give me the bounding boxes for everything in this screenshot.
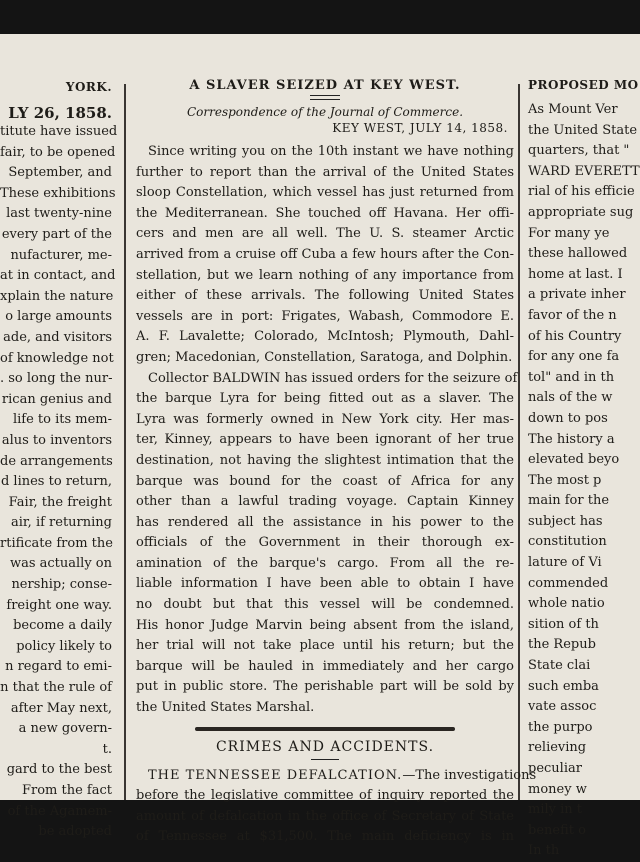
left-text-line: after May next, [10, 700, 112, 716]
article-text-line: gren; Macedonian, Constellation, Saratoga, and Dolphin. [136, 349, 513, 365]
article-text-line: barque will be hauled in immediately and her cargo [136, 658, 514, 674]
left-text-line: nership; conse- [11, 577, 112, 593]
left-text-line: n regard to emi- [5, 659, 112, 675]
left-text-line: policy likely to [16, 638, 112, 654]
right-text-line: constitution [528, 534, 607, 550]
left-text-line: September, and [8, 165, 112, 181]
article-text-line: barque was bound for the coast of Africa for any [136, 473, 514, 489]
article-text-line: further to report than the arrival of the United States [136, 164, 514, 180]
article-text-line: Since writing you on the 10th instant we have nothing [148, 144, 514, 159]
right-text-line: quarters, that " [528, 143, 630, 159]
left-text-line: every part of the [1, 226, 112, 242]
right-text-line: As Mount Ver [528, 102, 618, 117]
left-text-line: gard to the best [6, 762, 112, 778]
right-text-line: tol" and in th [528, 369, 615, 385]
right-column [528, 78, 640, 862]
article-text-line: vessels are in port: Frigates, Wabash, Commodore E. [136, 308, 514, 324]
left-text-line: freight one way. [6, 597, 112, 613]
right-column-body [528, 100, 640, 862]
right-text-line: elevated beyo [528, 452, 620, 468]
crimes-lead-in: THE TENNESSEE DEFALCATION. [148, 767, 403, 783]
right-text-line: these hallowed [528, 246, 628, 262]
right-text-line: peculiar [528, 761, 582, 776]
article-text-line: sloop Constellation, which vessel has just returned from [136, 185, 514, 201]
article-text-line: destination, not having the slightest intimation that the [136, 452, 514, 468]
left-text-line: From the fact [21, 783, 112, 798]
left-text-line: last twenty-nine [6, 206, 112, 222]
article-text-line: His honor Judge Marvin being absent from the island, [136, 617, 514, 633]
left-text-line: become a daily [13, 618, 112, 634]
right-text-line: WARD EVERETT [528, 163, 640, 179]
left-text-line: rtificate from the [0, 535, 113, 551]
right-text-line: relieving [528, 740, 587, 756]
right-text-line: appropriate sug [528, 204, 634, 220]
right-text-line: benefit o [528, 822, 586, 838]
article-paragraph-1 [136, 142, 514, 369]
center-column [136, 78, 537, 848]
left-column-heading: YORK. [65, 80, 112, 94]
right-text-line: commended [528, 575, 609, 591]
article-text-line: the United States Marshal. [136, 700, 315, 716]
left-text-line: a new govern- [18, 721, 112, 737]
section-separator [136, 723, 514, 735]
left-text-line: titute have issued [0, 124, 118, 139]
left-text-line: n that the rule of [0, 680, 112, 696]
article-text-line: either of these arrivals. The following United States [136, 288, 514, 304]
right-text-line: State clai [528, 658, 591, 674]
crimes-first-line [136, 766, 537, 787]
right-text-line: of his Country [528, 328, 622, 344]
right-text-line: main for the [528, 493, 610, 509]
article-text-line: Collector BALDWIN has issued orders for the seizure of [148, 370, 518, 386]
article-text-line: other than a lawful trading voyage. Captain Kinney [136, 494, 514, 510]
article-text-line: officials of the Government in their thorough ex- [136, 535, 514, 551]
left-column-body [0, 122, 118, 843]
right-text-line: the Repub [528, 637, 596, 653]
crimes-paragraph [136, 786, 514, 848]
right-text-line: favor of the n [528, 307, 617, 323]
headline-ornament [310, 95, 340, 100]
article-text-line: put in public store. The perishable part will be sold by [136, 679, 514, 695]
article-text-line: cers and men are all well. The U. S. steamer Arctic [136, 226, 514, 242]
right-text-line: rial of his efficie [528, 184, 635, 200]
right-text-line: mily in t [528, 802, 583, 818]
article-text-line: ter, Kinney, appears to have been ignorant of her true [136, 432, 514, 448]
crimes-line-text: —The investigations [402, 767, 537, 783]
left-text-line: rican genius and [1, 391, 112, 407]
article-text-line: amination of the barque's cargo. From all the re- [136, 555, 514, 571]
left-text-line: t. [102, 741, 112, 757]
right-text-line: for any one fa [528, 349, 620, 365]
article-text-line: arrived from a cruise off Cuba a few hours after the Con- [136, 246, 514, 262]
right-text-line: money w [528, 781, 587, 797]
crimes-text-line: of Tennessee at $31,500. The main deficiency is in [136, 829, 514, 845]
left-text-line: at in contact, and [0, 268, 116, 284]
article-headline: A SLAVER SEIZED AT KEY WEST. [189, 78, 461, 93]
right-column-heading: PROPOSED MO [528, 78, 639, 92]
article-text-line: Lyra was formerly owned in New York city. Her mas- [136, 411, 514, 427]
article-text-line: A. F. Lavalette; Colorado, McIntosh; Plymouth, Dahl- [136, 329, 514, 345]
right-text-line: subject has [528, 513, 603, 529]
right-text-line: down to pos [528, 410, 608, 426]
right-text-line: a private inher [528, 287, 626, 303]
left-text-line: be adopted [38, 824, 112, 840]
left-text-line: was actually on [9, 556, 112, 572]
left-text-line: o large amounts [5, 309, 112, 325]
left-text-line: ade, and visitors [3, 329, 112, 345]
right-text-line: such emba [528, 678, 599, 694]
left-text-line: These exhibitions [0, 185, 116, 201]
section-heading-crimes: CRIMES AND ACCIDENTS. [215, 738, 435, 755]
crimes-text-line: before the legislative committee of inquiry reported the [136, 788, 514, 804]
right-text-line: The most p [528, 472, 602, 488]
article-dateline: KEY WEST, JULY 14, 1858. [332, 121, 508, 135]
column-rule-right [518, 84, 520, 800]
left-text-line: nufacturer, me- [10, 247, 112, 263]
article-text-line: stellation, but we learn nothing of any importance from [136, 267, 514, 283]
left-text-line: alus to inventors [1, 432, 112, 448]
article-paragraph-2 [136, 369, 518, 719]
right-text-line: home at last. I [528, 266, 623, 282]
crimes-text-line: amount of defalcation in the office of Secretary of State [136, 808, 514, 824]
left-text-line: d lines to return, [0, 474, 112, 490]
right-text-line: The history a [528, 431, 615, 447]
column-rule-left [124, 84, 126, 800]
right-text-line: the purpo [528, 719, 593, 735]
left-text-line: of the Agamem- [7, 803, 112, 819]
left-text-line: . so long the nur- [0, 371, 113, 387]
left-text-line: xplain the nature [0, 288, 114, 304]
section-ornament [311, 759, 339, 760]
article-text-line: no doubt but that this vessel will be condemned. [136, 597, 514, 613]
newspaper-page [0, 34, 640, 859]
left-text-line: Fair, the freight [8, 494, 112, 510]
right-text-line: vate assoc [528, 699, 597, 715]
article-text-line: liable information I have been able to obtain I have [136, 576, 514, 592]
left-text-line: of knowledge not [0, 350, 114, 366]
article-text-line: the Mediterranean. She touched off Havana. Her offi- [136, 205, 514, 221]
article-text-line: has rendered all the assistance in his power to the [136, 514, 514, 530]
correspondence-credit: Correspondence of the Journal of Commerce. [186, 105, 464, 119]
right-text-line: For many ye [528, 225, 610, 241]
left-text-line: de arrangements [0, 453, 113, 469]
right-text-line: lature of Vi [528, 555, 602, 571]
left-column [0, 80, 118, 843]
right-text-line: In th [528, 843, 560, 859]
article-text-line: her trial will not take place until his return; but the [136, 638, 514, 654]
article-text-line: the barque Lyra for being fitted out as a slaver. The [136, 391, 514, 407]
left-text-line: air, if returning [10, 515, 112, 531]
left-text-line: fair, to be opened [0, 144, 116, 160]
right-text-line: whole natio [528, 596, 605, 612]
left-column-date: LY 26, 1858. [8, 104, 112, 122]
right-text-line: the United State [528, 122, 638, 138]
right-text-line: sition of th [528, 616, 599, 632]
right-text-line: nals of the w [528, 390, 613, 406]
left-text-line: life to its mem- [12, 412, 112, 428]
